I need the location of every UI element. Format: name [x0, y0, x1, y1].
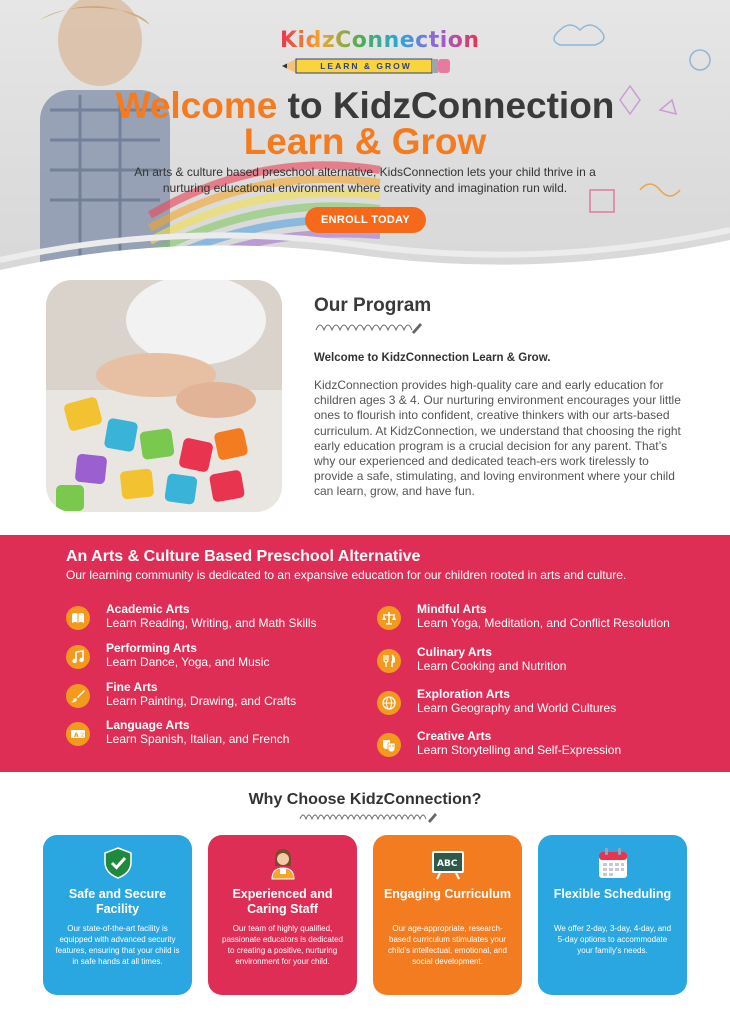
art-item-title: Fine Arts — [106, 680, 158, 694]
calendar-icon — [596, 846, 630, 880]
arts-heading: An Arts & Culture Based Preschool Alternative — [66, 548, 421, 565]
hero-title-rest: to KidzConnection — [277, 85, 615, 126]
shield-check-icon — [101, 846, 135, 880]
card-safe-secure — [43, 835, 192, 995]
card-title: Experienced and Caring Staff — [232, 887, 333, 916]
art-item-desc: Learn Dance, Yoga, and Music — [106, 655, 270, 669]
card-desc: Our state-of-the-art facility is equipped with advanced security features, ensuring that your child is in safe hands at all times. — [55, 924, 180, 966]
hero-title-accent: Welcome — [115, 85, 278, 126]
program-body: KidzConnection provides high-quality care and early education for children ages 3 & 4. Our nurturing environment encourages your little ones to flourish into confident, creative thinkers with our arts-based curriculum. At KidzConnection, we understand that choosing the right early education program is a crucial decision for any parent. That’s why our experienced and dedicated teach-ers work tirelessly to provide a safe, stimulating, and loving environment where your child can learn, grow, and have fun. — [314, 378, 681, 499]
globe-icon — [377, 691, 401, 715]
logo[interactable] — [280, 28, 480, 80]
svg-text:ABC: ABC — [437, 859, 458, 869]
hero-section — [0, 0, 730, 300]
teacher-icon — [266, 846, 300, 880]
card-staff — [208, 835, 357, 995]
card-desc: Our age-appropriate, research-based curriculum stimulates your child's intellectual, emotional, and social development. — [388, 924, 507, 966]
art-item-desc: Learn Painting, Drawing, and Crafts — [106, 694, 297, 708]
balance-scale-icon — [377, 606, 401, 630]
program-image — [46, 280, 282, 512]
art-item-desc: Learn Storytelling and Self-Expression — [417, 743, 622, 757]
art-item-title: Exploration Arts — [417, 687, 510, 701]
squiggle-divider-icon — [298, 811, 438, 823]
hero-title — [0, 85, 730, 162]
paintbrush-icon — [66, 684, 90, 708]
art-item-title: Language Arts — [106, 718, 190, 732]
art-item-desc: Learn Reading, Writing, and Math Skills — [106, 616, 317, 630]
book-icon — [66, 606, 90, 630]
card-title: Safe and Secure Facility — [68, 887, 167, 916]
hero-title-line2: Learn & Grow — [243, 121, 487, 162]
art-item-desc: Learn Cooking and Nutrition — [417, 659, 567, 673]
art-item-title: Performing Arts — [106, 641, 197, 655]
enroll-today-button[interactable]: ENROLL TODAY — [305, 207, 426, 233]
art-item-desc: Learn Spanish, Italian, and French — [106, 732, 290, 746]
theater-masks-icon — [377, 733, 401, 757]
logo-tagline: LEARN & GROW — [320, 61, 412, 71]
why-heading: Why Choose KidzConnection? — [248, 791, 482, 808]
art-item-title: Culinary Arts — [417, 645, 492, 659]
art-item-title: Academic Arts — [106, 602, 190, 616]
art-item-desc: Learn Yoga, Meditation, and Conflict Resolution — [417, 616, 670, 630]
card-desc: We offer 2-day, 3-day, 4-day, and 5-day options to accommodate your family's needs. — [553, 924, 672, 955]
art-item-desc: Learn Geography and World Cultures — [417, 701, 617, 715]
program-welcome: Welcome to KidzConnection Learn & Grow. — [314, 352, 551, 364]
arts-subheading: Our learning community is dedicated to an expansive education for our children rooted in arts and culture. — [66, 568, 627, 582]
svg-text:文: 文 — [79, 732, 85, 739]
squiggle-divider-icon — [314, 320, 424, 334]
card-title: Engaging Curriculum — [383, 887, 512, 901]
logo-wordmark — [280, 28, 480, 53]
program-heading: Our Program — [314, 295, 432, 316]
art-item-title: Mindful Arts — [417, 602, 487, 616]
chalkboard-abc-icon — [431, 846, 465, 880]
card-scheduling — [538, 835, 687, 995]
translate-icon — [66, 722, 90, 746]
card-desc: Our team of highly qualified, passionate educators is dedicated to creating a positive, nurturing environment for your child. — [222, 924, 343, 966]
card-title: Flexible Scheduling — [553, 887, 672, 901]
hero-subtitle: An arts & culture based preschool alternative, KidsConnection lets your child thrive in a nurturing educational environment where creativity and imagination run wild. — [134, 165, 596, 195]
music-note-icon — [66, 645, 90, 669]
art-item-title: Creative Arts — [417, 729, 492, 743]
logo-text: KidzConnection — [280, 28, 480, 53]
svg-text:A: A — [74, 732, 79, 739]
arts-section — [0, 535, 730, 772]
utensils-icon — [377, 649, 401, 673]
card-curriculum — [373, 835, 522, 995]
